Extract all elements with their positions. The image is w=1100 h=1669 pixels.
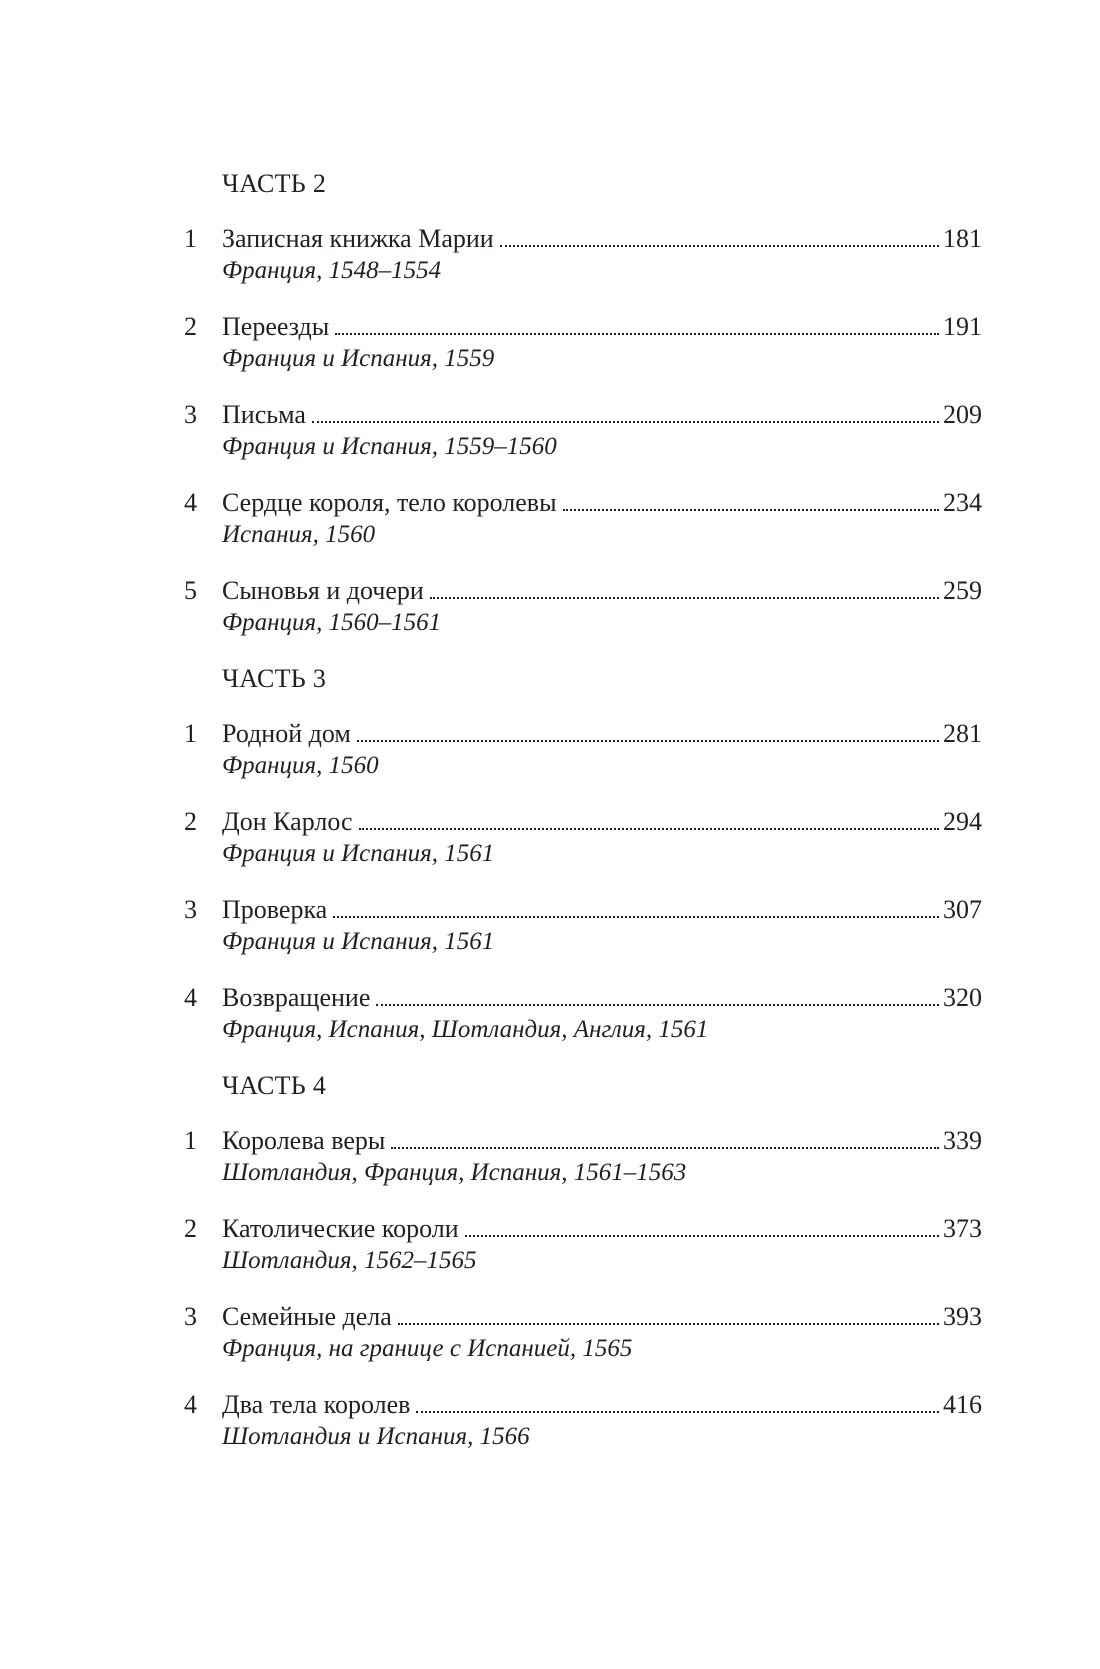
toc-entry[interactable] — [0, 224, 1100, 294]
chapter-subtitle: Шотландия, 1562–1565 — [222, 1247, 477, 1274]
page-number: 209 — [943, 400, 982, 429]
dot-leader — [376, 1004, 939, 1006]
toc-entry[interactable] — [0, 312, 1100, 382]
page-number: 416 — [943, 1390, 982, 1419]
chapter-title[interactable]: Переезды — [222, 312, 330, 341]
chapter-number: 4 — [184, 983, 197, 1012]
toc-entry[interactable] — [0, 576, 1100, 646]
dot-leader — [398, 1323, 939, 1325]
toc-entry[interactable] — [0, 1390, 1100, 1460]
chapter-number: 4 — [184, 1390, 197, 1419]
chapter-subtitle: Франция и Испания, 1561 — [222, 840, 495, 867]
part-2-heading: ЧАСТЬ 2 — [222, 169, 327, 198]
dot-leader — [416, 1411, 939, 1413]
chapter-number: 1 — [184, 719, 197, 748]
page-number: 281 — [943, 719, 982, 748]
chapter-title[interactable]: Записная книжка Марии — [222, 224, 494, 253]
toc-entry[interactable] — [0, 807, 1100, 877]
chapter-title[interactable]: Католические короли — [222, 1214, 459, 1243]
chapter-subtitle: Франция и Испания, 1561 — [222, 928, 495, 955]
chapter-subtitle: Шотландия и Испания, 1566 — [222, 1423, 530, 1450]
dot-leader — [465, 1235, 939, 1237]
dot-leader — [359, 828, 939, 830]
toc-entry[interactable] — [0, 400, 1100, 470]
chapter-subtitle: Франция, 1560–1561 — [222, 609, 442, 636]
chapter-subtitle: Франция и Испания, 1559–1560 — [222, 433, 557, 460]
chapter-subtitle: Франция, 1548–1554 — [222, 257, 442, 284]
chapter-subtitle: Франция, Испания, Шотландия, Англия, 1561 — [222, 1016, 709, 1043]
chapter-number: 3 — [184, 400, 197, 429]
toc-entry[interactable] — [0, 1302, 1100, 1372]
chapter-subtitle: Франция, на границе с Испанией, 1565 — [222, 1335, 633, 1362]
toc-entry[interactable] — [0, 983, 1100, 1053]
dot-leader — [563, 509, 939, 511]
page-number: 234 — [943, 488, 982, 517]
dot-leader — [312, 421, 939, 423]
page-number: 307 — [943, 895, 982, 924]
chapter-title[interactable]: Проверка — [222, 895, 328, 924]
chapter-number: 3 — [184, 895, 197, 924]
toc-entry[interactable] — [0, 488, 1100, 558]
chapter-subtitle: Испания, 1560 — [222, 521, 376, 548]
dot-leader — [335, 333, 939, 335]
chapter-number: 1 — [184, 1126, 197, 1155]
chapter-subtitle: Франция и Испания, 1559 — [222, 345, 495, 372]
chapter-number: 4 — [184, 488, 197, 517]
dot-leader — [333, 916, 939, 918]
chapter-title[interactable]: Семейные дела — [222, 1302, 392, 1331]
page-number: 373 — [943, 1214, 982, 1243]
chapter-subtitle: Франция, 1560 — [222, 752, 379, 779]
toc-entry[interactable] — [0, 719, 1100, 789]
dot-leader — [500, 245, 939, 247]
chapter-subtitle: Шотландия, Франция, Испания, 1561–1563 — [222, 1159, 687, 1186]
dot-leader — [430, 597, 939, 599]
page-number: 259 — [943, 576, 982, 605]
chapter-title[interactable]: Возвращение — [222, 983, 371, 1012]
dot-leader — [391, 1147, 939, 1149]
page-number: 191 — [943, 312, 982, 341]
page-number: 339 — [943, 1126, 982, 1155]
chapter-title[interactable]: Королева веры — [222, 1126, 386, 1155]
page-number: 393 — [943, 1302, 982, 1331]
chapter-title[interactable]: Родной дом — [222, 719, 351, 748]
chapter-number: 2 — [184, 312, 197, 341]
chapter-title[interactable]: Сердце короля, тело королевы — [222, 488, 557, 517]
dot-leader — [357, 740, 939, 742]
toc-entry[interactable] — [0, 1126, 1100, 1196]
part-4-heading: ЧАСТЬ 4 — [222, 1071, 327, 1100]
page-number: 294 — [943, 807, 982, 836]
chapter-number: 5 — [184, 576, 197, 605]
page-number: 320 — [943, 983, 982, 1012]
chapter-number: 2 — [184, 807, 197, 836]
chapter-title[interactable]: Дон Карлос — [222, 807, 353, 836]
toc-entry[interactable] — [0, 1214, 1100, 1284]
chapter-title[interactable]: Сыновья и дочери — [222, 576, 424, 605]
chapter-title[interactable]: Два тела королев — [222, 1390, 411, 1419]
chapter-number: 1 — [184, 224, 197, 253]
chapter-number: 2 — [184, 1214, 197, 1243]
page-number: 181 — [943, 224, 982, 253]
toc-entry[interactable] — [0, 895, 1100, 965]
chapter-title[interactable]: Письма — [222, 400, 306, 429]
chapter-number: 3 — [184, 1302, 197, 1331]
part-3-heading: ЧАСТЬ 3 — [222, 664, 327, 693]
